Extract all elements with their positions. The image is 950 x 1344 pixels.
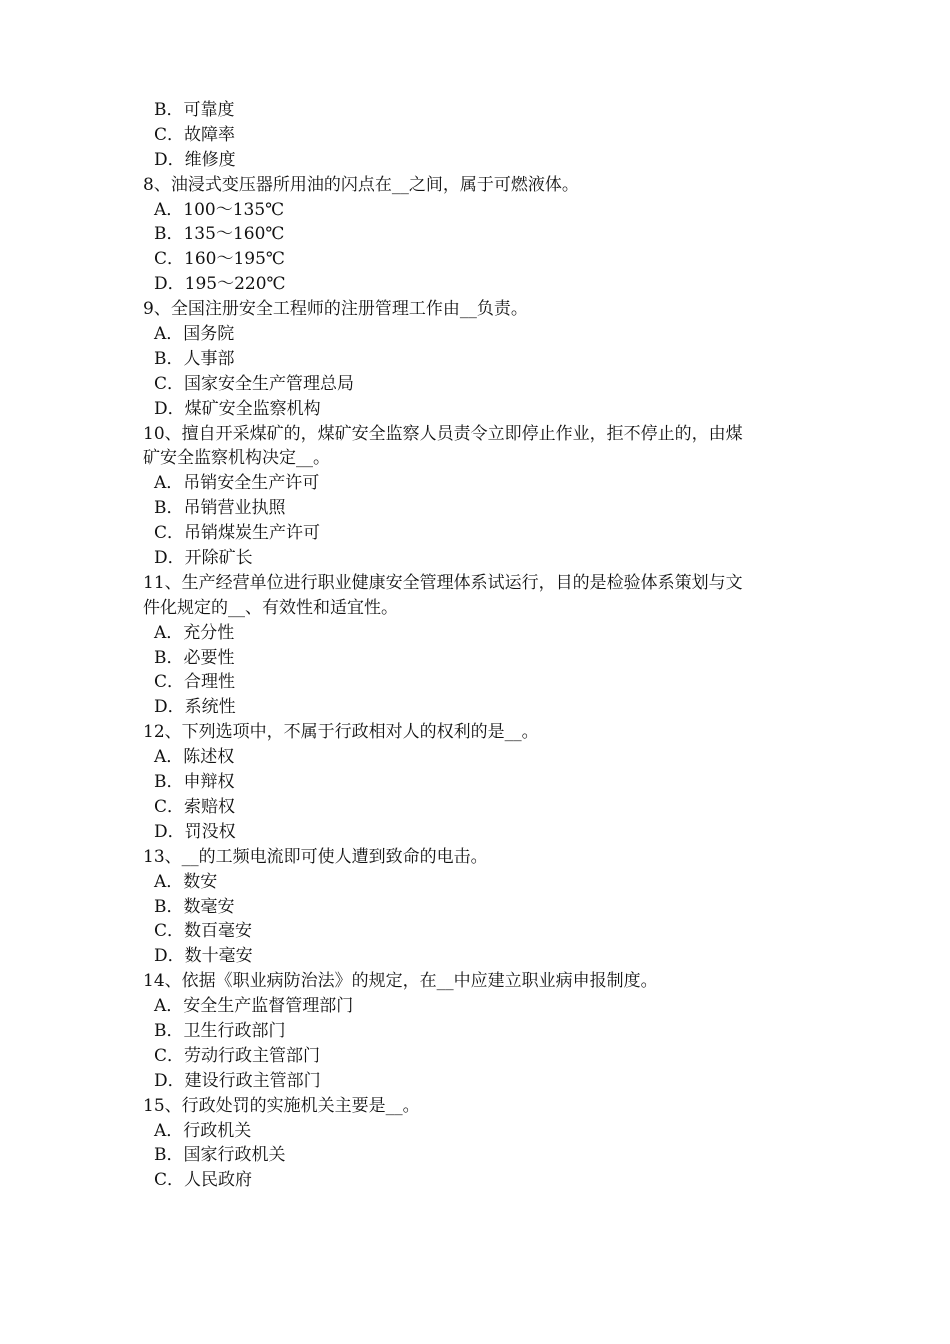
question-text: 件化规定的__、有效性和适宜性。 xyxy=(143,597,398,618)
answer-option: D．煤矿安全监察机构 xyxy=(154,398,321,419)
question-text: 14、依据《职业病防治法》的规定，在__中应建立职业病申报制度。 xyxy=(143,971,658,992)
answer-option: D．195～220℃ xyxy=(154,274,286,295)
answer-option: B．必要性 xyxy=(154,647,235,668)
answer-option: B．卫生行政部门 xyxy=(154,1020,286,1041)
question-text: 10、擅自开采煤矿的，煤矿安全监察人员责令立即停止作业，拒不停止的，由煤 xyxy=(143,423,743,444)
answer-option: D．开除矿长 xyxy=(154,548,253,569)
answer-option: A．充分性 xyxy=(154,622,235,643)
answer-option: A．安全生产监督管理部门 xyxy=(154,996,354,1017)
document-body xyxy=(143,98,823,1193)
answer-option: A．100～135℃ xyxy=(154,199,285,220)
answer-option: C．国家安全生产管理总局 xyxy=(154,373,355,394)
answer-option: B．数毫安 xyxy=(154,896,235,917)
answer-option: B．135～160℃ xyxy=(154,224,285,245)
answer-option: B．吊销营业执照 xyxy=(154,498,286,519)
answer-option: C．数百毫安 xyxy=(154,921,253,942)
question-text: 15、行政处罚的实施机关主要是__。 xyxy=(143,1095,420,1116)
answer-option: C．索赔权 xyxy=(154,796,236,817)
answer-option: A．国务院 xyxy=(154,324,235,345)
question-text: 11、生产经营单位进行职业健康安全管理体系试运行，目的是检验体系策划与文 xyxy=(143,572,743,593)
question-text: 13、__的工频电流即可使人遭到致命的电击。 xyxy=(143,846,488,867)
answer-option: B．国家行政机关 xyxy=(154,1145,286,1166)
answer-option: C．160～195℃ xyxy=(154,249,285,270)
answer-option: C．故障率 xyxy=(154,124,236,145)
question-text: 9、全国注册安全工程师的注册管理工作由__负责。 xyxy=(143,299,528,320)
answer-option: B．申辩权 xyxy=(154,772,235,793)
answer-option: C．劳动行政主管部门 xyxy=(154,1045,321,1066)
answer-option: D．系统性 xyxy=(154,697,236,718)
answer-option: B．人事部 xyxy=(154,348,235,369)
answer-option: A．行政机关 xyxy=(154,1120,252,1141)
answer-option: D．数十毫安 xyxy=(154,946,253,967)
answer-option: A．数安 xyxy=(154,871,218,892)
answer-option: C．吊销煤炭生产许可 xyxy=(154,523,321,544)
question-text: 矿安全监察机构决定__。 xyxy=(143,448,330,469)
answer-option: C．人民政府 xyxy=(154,1170,253,1191)
answer-option: D．维修度 xyxy=(154,149,236,170)
answer-option: C．合理性 xyxy=(154,672,236,693)
question-text: 8、油浸式变压器所用油的闪点在__之间，属于可燃液体。 xyxy=(143,174,579,195)
question-text: 12、下列选项中，不属于行政相对人的权利的是__。 xyxy=(143,722,539,743)
answer-option: D．建设行政主管部门 xyxy=(154,1070,321,1091)
answer-option: A．吊销安全生产许可 xyxy=(154,473,320,494)
answer-option: A．陈述权 xyxy=(154,747,235,768)
answer-option: B．可靠度 xyxy=(154,100,235,120)
answer-option: D．罚没权 xyxy=(154,821,236,842)
